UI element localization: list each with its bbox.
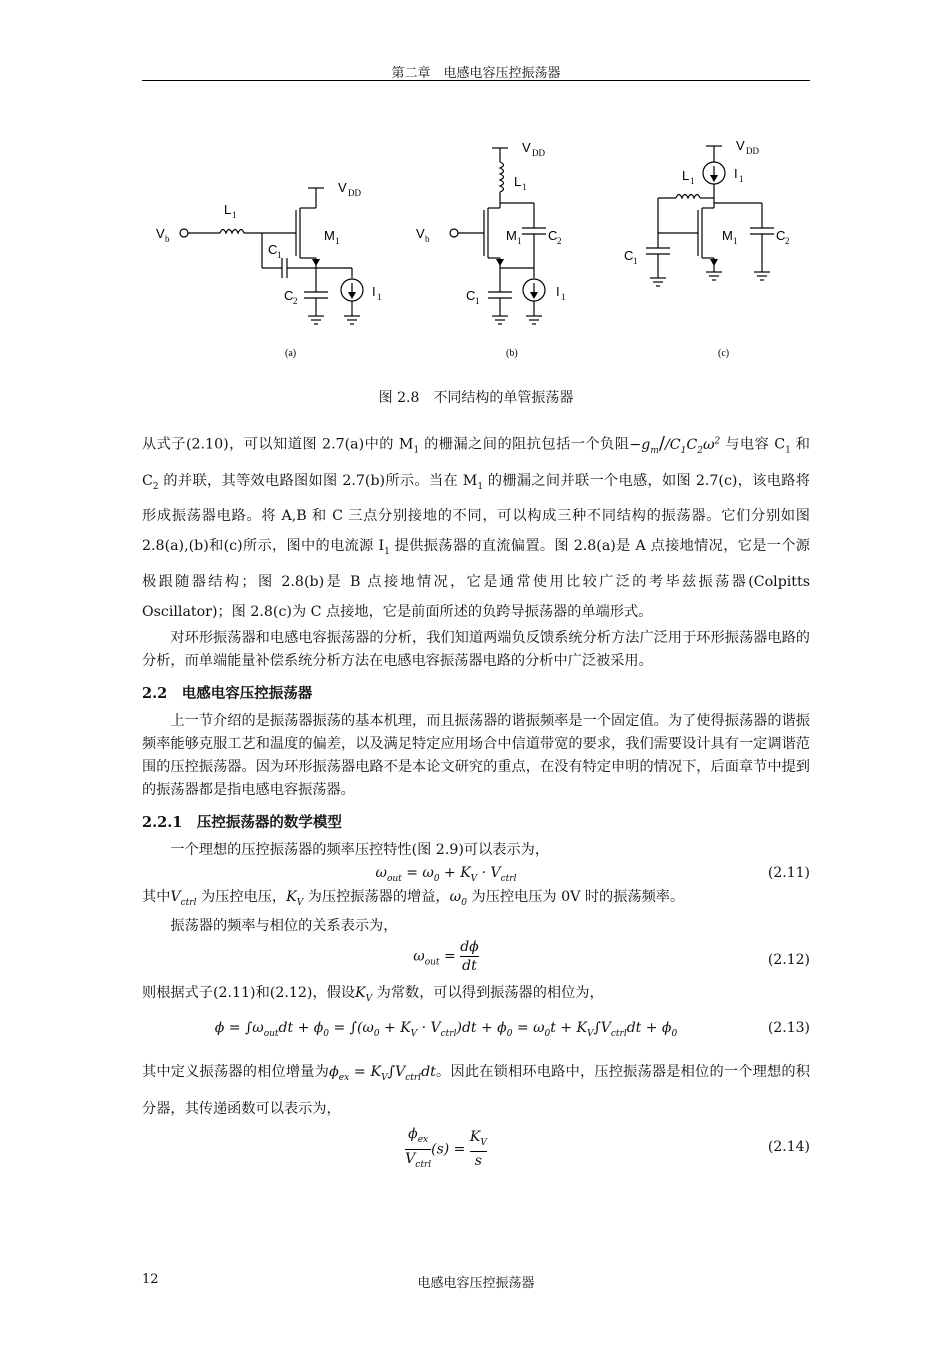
svg-text:L: L [224,202,232,217]
svg-text:M: M [324,228,335,243]
equation-2-11: $\omega_{out} = \omega_0 + K_V \cdot V_{ctrl}$ (2.11) [375,865,810,885]
svg-text:b: b [165,234,170,244]
equation-2-14: $\frac{\phi_{ex}}{V_{ctrl}}$ (s) = $\frac{K_V}{s}$ (2.14) [142,1125,810,1169]
paragraph-3: 上一节介绍的是振荡器振荡的基本机理，而且振荡器的谐振频率是一个固定值。为了使得振荡器的谐振频率能够克服工艺和温度的偏差，以及满足特定应用场合中信道带宽的要求，我们需要设计具有一定调谐范围的压控振荡器。因为环形振荡器电路不是本论文研究的重点，在没有特定申明的情况下，后面章节中提到的振荡器都是指电感电容振荡器。 [142,713,810,799]
svg-text:1: 1 [561,292,566,302]
svg-text:1: 1 [277,250,282,260]
equation-2-13: $\phi = \int\omega_{out}dt + \phi_0 = \int(\omega_0 + K_V \cdot V_{ctrl})dt + \phi_0 = \omega_0t + K_V\int V_{ctrl}dt + \phi_0$ (2.13) [214,1019,810,1039]
svg-text:L: L [682,168,690,183]
svg-text:1: 1 [739,174,744,184]
svg-text:2: 2 [557,236,562,246]
svg-text:1: 1 [232,210,237,220]
svg-text:1: 1 [517,236,522,246]
panel-label-a: (a) [285,348,297,359]
svg-text:M: M [506,228,517,243]
svg-text:1: 1 [733,236,738,246]
svg-text:C: C [548,228,558,243]
body-text [142,426,810,1169]
svg-text:C: C [284,288,294,303]
svg-text:L: L [514,174,522,189]
svg-text:DD: DD [532,148,545,158]
circuit-c [624,138,790,359]
svg-text:V: V [156,226,165,241]
panel-label-c: (c) [718,348,730,359]
svg-text:C: C [466,288,476,303]
header-rule [142,80,810,81]
svg-text:V: V [736,138,745,153]
figure-caption: 图 2.8 不同结构的单管振荡器 [378,390,574,406]
svg-text:DD: DD [348,188,361,198]
paragraph-1: 从式子(2.10)，可以知道图 2.7(a)中的 $M_1$ 的栅漏之间的阻抗包括一个负阻$-g_m//C_1C_2\omega^2$ 与电容 $C_1$ 和 $C_2$ 的并联，其等效电路图如图 2.7(b)所示。当在 $M_1$ 的栅漏之间并联一个电感，如图 2.7(c)，该电路将形成振荡器电路。将 A,B 和 C 三点分别接地的不同，可以构成三种不同结构的振荡器。它们分别如图 2.8(a),(b)和(c)所示，图中的电流源 $I_1$ 提供振荡器的直流偏置。图 2.8(a)是 A 点接地情况，它是一个源极跟随器结构；图 2.8(b)是 B 点接地情况，它是通常使用比较广泛的考毕兹振荡器(Colpitts Oscillator)；图 2.8(c)为 C 点接地，它是前面所述的负跨导振荡器的单端形式。 [142,432,810,621]
running-footer: 电感电容压控振荡器 [417,1276,535,1291]
svg-text:I: I [372,284,376,299]
svg-text:1: 1 [522,182,527,192]
paragraph-5: 其中$V_{ctrl}$ 为压控电压，$K_V$ 为压控振荡器的增益，$\omega_0$ 为压控电压为 0V 时的振荡频率。 [142,889,685,909]
svg-text:2: 2 [293,296,298,306]
circuit-a [156,180,382,359]
equation-2-12: $\omega_{out}$ = $\frac{d\phi}{dt}$ (2.12) [413,939,810,975]
paragraph-4: 一个理想的压控振荡器的频率压控特性(图 2.9)可以表示为， [170,842,550,859]
section-heading-2-2-1: 2.2.1 压控振荡器的数学模型 [142,814,342,832]
svg-text:C: C [624,248,634,263]
svg-text:1: 1 [633,256,638,266]
svg-text:1: 1 [690,176,695,186]
svg-text:C: C [776,228,786,243]
page-number: 12 [142,1272,159,1287]
svg-text:V: V [522,140,531,155]
paragraph-2: 对环形振荡器和电感电容振荡器的分析，我们知道两端负反馈系统分析方法广泛用于环形振荡器电路的分析，而单端能量补偿系统分析方法在电感电容振荡器电路的分析中广泛被采用。 [142,630,810,670]
svg-text:I: I [556,284,560,299]
vdd-label-a: V [338,180,347,195]
paragraph-6: 振荡器的频率与相位的关系表示为， [170,918,398,935]
svg-text:C: C [268,242,278,257]
section-heading-2-2: 2.2 电感电容压控振荡器 [142,685,313,703]
svg-text:2: 2 [785,236,790,246]
figure-2-8 [142,128,810,368]
svg-text:I: I [734,166,738,181]
svg-text:b: b [425,234,430,244]
svg-text:1: 1 [475,296,480,306]
svg-text:1: 1 [335,236,340,246]
paragraph-7: 则根据式子(2.11)和(2.12)，假设$K_V$ 为常数，可以得到振荡器的相位为， [142,985,604,1004]
panel-label-b: (b) [506,348,518,359]
circuit-b [416,140,566,359]
svg-text:V: V [416,226,425,241]
paragraph-8: 其中定义振荡器的相位增量为$\phi_{ex} = K_V\int V_{ctrl}dt$。因此在锁相环电路中，压控振荡器是相位的一个理想的积分器，其传递函数可以表示为， [142,1063,810,1117]
svg-text:DD: DD [746,146,759,156]
running-header: 第二章 电感电容压控振荡器 [391,66,561,81]
svg-text:M: M [722,228,733,243]
svg-text:1: 1 [377,292,382,302]
